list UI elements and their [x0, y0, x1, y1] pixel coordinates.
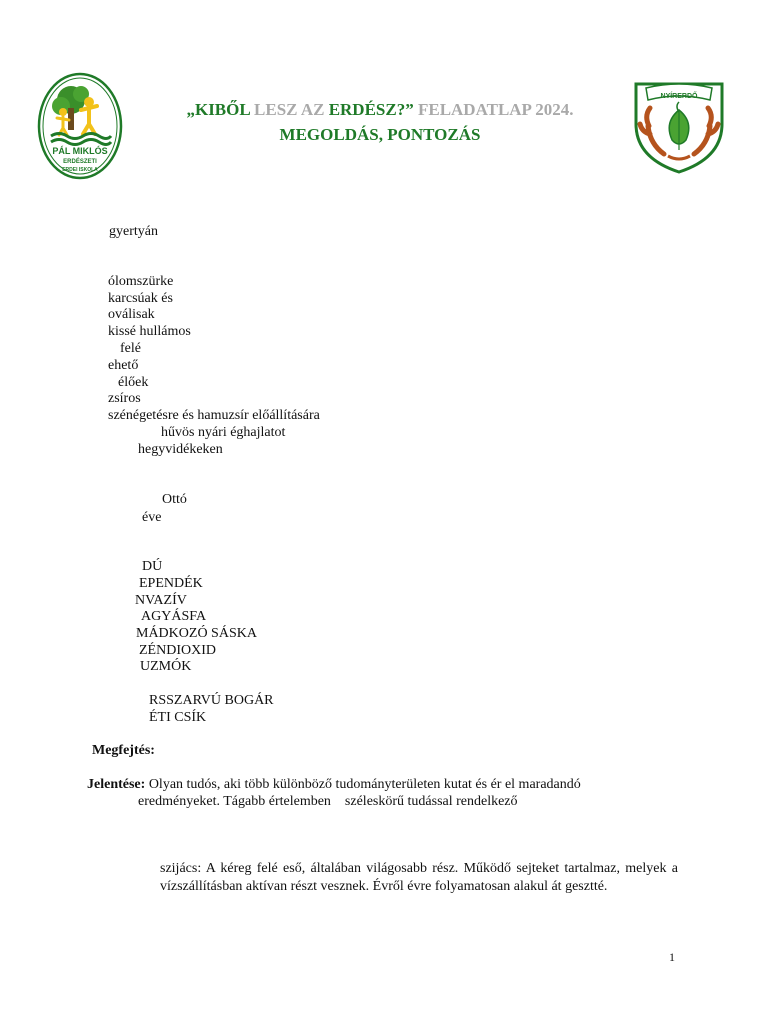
megfejtes-label: Megfejtés:: [92, 743, 155, 758]
jelentese-text1: Olyan tudós, aki több különböző tudományterületen kutat és ér el maradandó: [145, 777, 581, 792]
answer-otto: Ottó: [162, 492, 187, 507]
nyirerdo-logo: [628, 78, 730, 176]
title-lesz-az: LESZ AZ: [249, 100, 329, 119]
answer-eloek: élőek: [118, 375, 149, 390]
answer-eti-csik: ÉTI CSÍK: [149, 710, 207, 725]
szijacs-paragraph: szijács: A kéreg felé eső, általában világosabb rész. Működő sejteket tartalmaz, melyek a vízszállításban aktívan részt vesznek. Évről évre folyamatosan alakul át gesztté.: [160, 861, 678, 894]
pal-miklos-school-logo: [37, 72, 123, 180]
answer-eheto: ehető: [108, 358, 139, 373]
answer-eve: éve: [142, 510, 162, 525]
jelentese-label: Jelentése:: [87, 777, 146, 792]
answer-gyertyan: gyertyán: [109, 224, 158, 239]
svg-text:PÁL MIKLÓS: PÁL MIKLÓS: [52, 146, 108, 156]
page-number: 1: [669, 950, 675, 964]
answer-karcsuak: karcsúak és: [108, 291, 173, 306]
title-feladatlap: FELADATLAP 2024.: [413, 100, 574, 119]
answer-uzmok: UZMÓK: [140, 659, 192, 674]
answer-zendioxid: ZÉNDIOXID: [139, 643, 216, 658]
answer-szenegetes: szénégetésre és hamuzsír előállítására: [108, 408, 320, 423]
answer-agyasfa: AGYÁSFA: [141, 609, 207, 624]
answer-nvaziv: NVAZÍV: [135, 593, 187, 608]
answer-ovalisak: oválisak: [108, 307, 155, 322]
answer-ependek: EPENDÉK: [139, 576, 203, 591]
answer-huvos-eghajlat: hűvös nyári éghajlatot: [161, 425, 286, 440]
title-erdesz: ERDÉSZ?”: [328, 100, 414, 119]
answer-olomszurke: ólomszürke: [108, 274, 174, 289]
page-title: [160, 100, 600, 120]
svg-text:NYÍRERDŐ: NYÍRERDŐ: [660, 93, 698, 100]
jelentese-line1: [87, 777, 581, 793]
answer-kisse-hullamos: kissé hullámos: [108, 324, 191, 339]
svg-text:ERDEI ISKOLA: ERDEI ISKOLA: [62, 167, 98, 173]
answer-du: DÚ: [142, 559, 163, 574]
answer-zsiros: zsíros: [108, 391, 141, 406]
answer-rsszarvu-bogar: RSSZARVÚ BOGÁR: [149, 693, 274, 708]
title-kibol: „KIBŐL: [186, 100, 250, 119]
jelentese-line2: eredményeket. Tágabb értelemben széleskörű tudással rendelkező: [138, 794, 518, 809]
answer-madkozo-saska: MÁDKOZÓ SÁSKA: [136, 626, 257, 641]
answer-hegyvidekeken: hegyvidékeken: [138, 442, 223, 457]
answer-fele: felé: [120, 341, 141, 356]
page-subtitle: MEGOLDÁS, PONTOZÁS: [279, 125, 481, 144]
svg-text:ERDÉSZETI: ERDÉSZETI: [63, 159, 97, 165]
